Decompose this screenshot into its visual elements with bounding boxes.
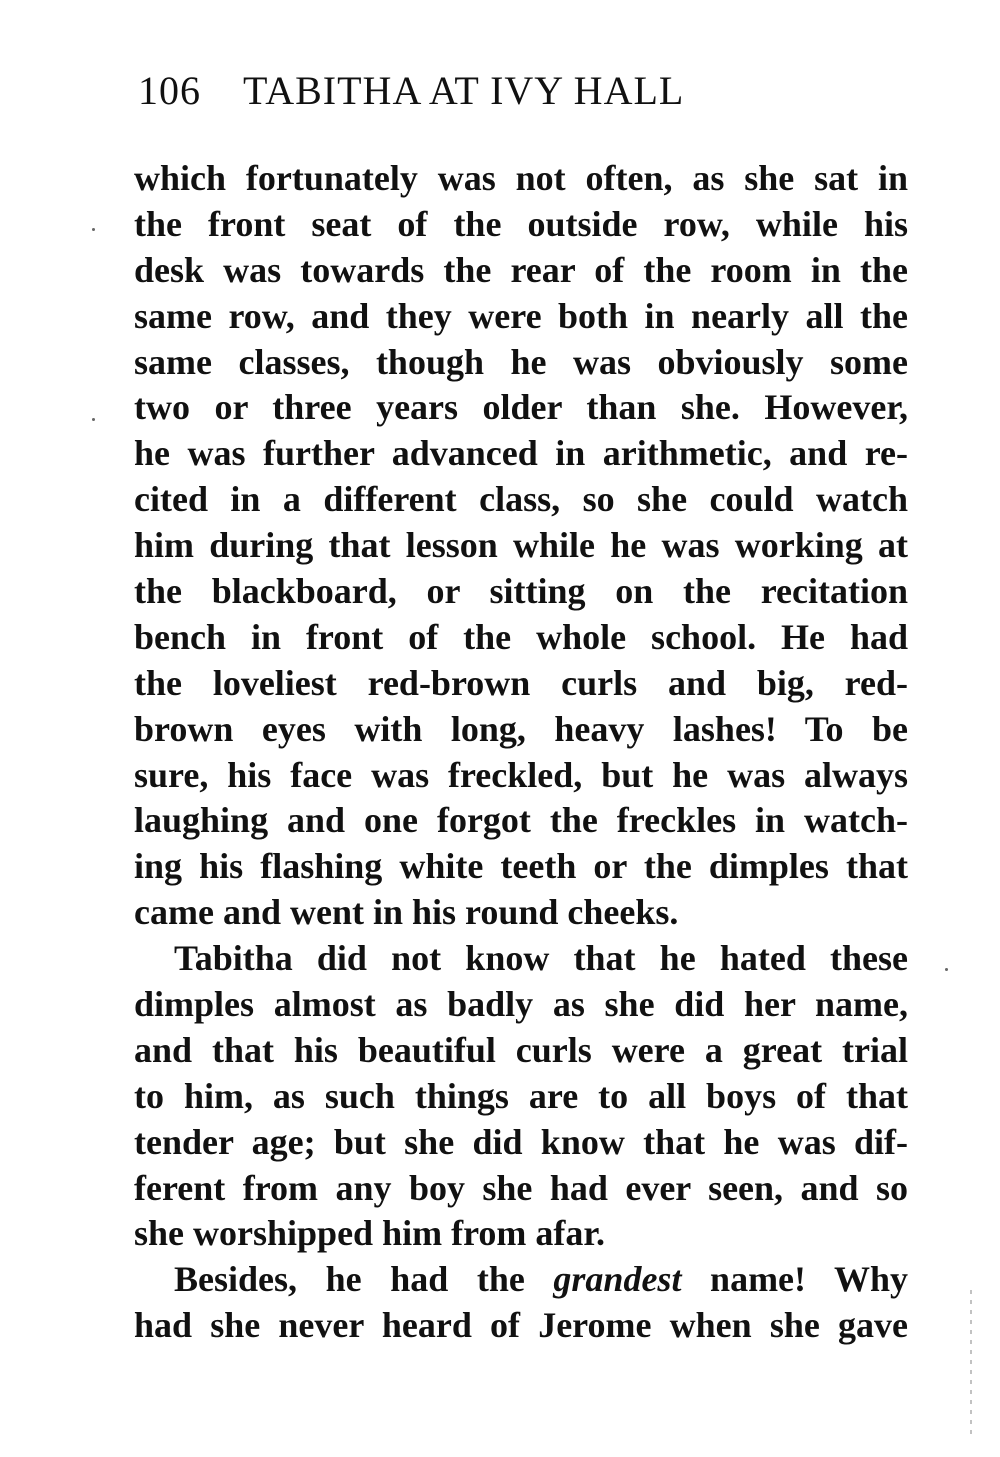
scan-margin-mark bbox=[970, 1290, 972, 1440]
text-line: ferent from any boy she had ever seen, and so bbox=[134, 1167, 908, 1208]
paragraph-3 bbox=[134, 1257, 908, 1349]
text-line: two or three years older than she. However, bbox=[134, 387, 908, 428]
text-line: Tabitha did not know that he hated these bbox=[174, 938, 908, 979]
text-line-with-emphasis bbox=[134, 1257, 908, 1303]
text-line: she worshipped him from afar. bbox=[134, 1213, 606, 1254]
text-line: sure, his face was freckled, but he was always bbox=[134, 754, 908, 795]
text-line: he was further advanced in arithmetic, and re- bbox=[134, 433, 908, 474]
text-line: same row, and they were both in nearly all the bbox=[134, 295, 908, 336]
emphasized-word: grandest bbox=[553, 1259, 682, 1300]
text-line: bench in front of the whole school. He had bbox=[134, 616, 908, 657]
text-line: which fortunately was not often, as she sat in bbox=[134, 158, 908, 198]
text-line: and that his beautiful curls were a great trial bbox=[134, 1029, 908, 1070]
paragraph-2 bbox=[134, 936, 908, 1257]
text-line: the loveliest red-brown curls and big, red- bbox=[134, 662, 908, 703]
text-segment: Besides, he had the bbox=[174, 1259, 525, 1300]
text-line: cited in a different class, so she could watch bbox=[134, 479, 908, 520]
text-line: desk was towards the rear of the room in the bbox=[134, 249, 908, 290]
text-line: had she never heard of Jerome when she gave bbox=[134, 1305, 908, 1346]
text-line: the blackboard, or sitting on the recitation bbox=[134, 571, 908, 612]
text-line: ing his flashing white teeth or the dimples that bbox=[134, 846, 908, 887]
page-number: 106 bbox=[138, 68, 201, 113]
text-line: dimples almost as badly as she did her name, bbox=[134, 984, 908, 1025]
text-line: came and went in his round cheeks. bbox=[134, 892, 679, 933]
body-text bbox=[134, 156, 908, 1349]
text-line: brown eyes with long, heavy lashes! To be bbox=[134, 708, 908, 749]
text-line: to him, as such things are to all boys of that bbox=[134, 1075, 908, 1116]
paragraph-1 bbox=[134, 156, 908, 936]
book-title: TABITHA AT IVY HALL bbox=[243, 68, 685, 113]
text-line: tender age; but she did know that he was dif- bbox=[134, 1121, 908, 1162]
text-line: him during that lesson while he was working at bbox=[134, 525, 908, 566]
text-line: laughing and one forgot the freckles in watch- bbox=[134, 800, 908, 841]
running-head bbox=[138, 66, 908, 116]
text-segment: name! Why bbox=[710, 1259, 908, 1300]
text-line: the front seat of the outside row, while his bbox=[134, 203, 908, 244]
text-line: same classes, though he was obviously some bbox=[134, 341, 908, 382]
